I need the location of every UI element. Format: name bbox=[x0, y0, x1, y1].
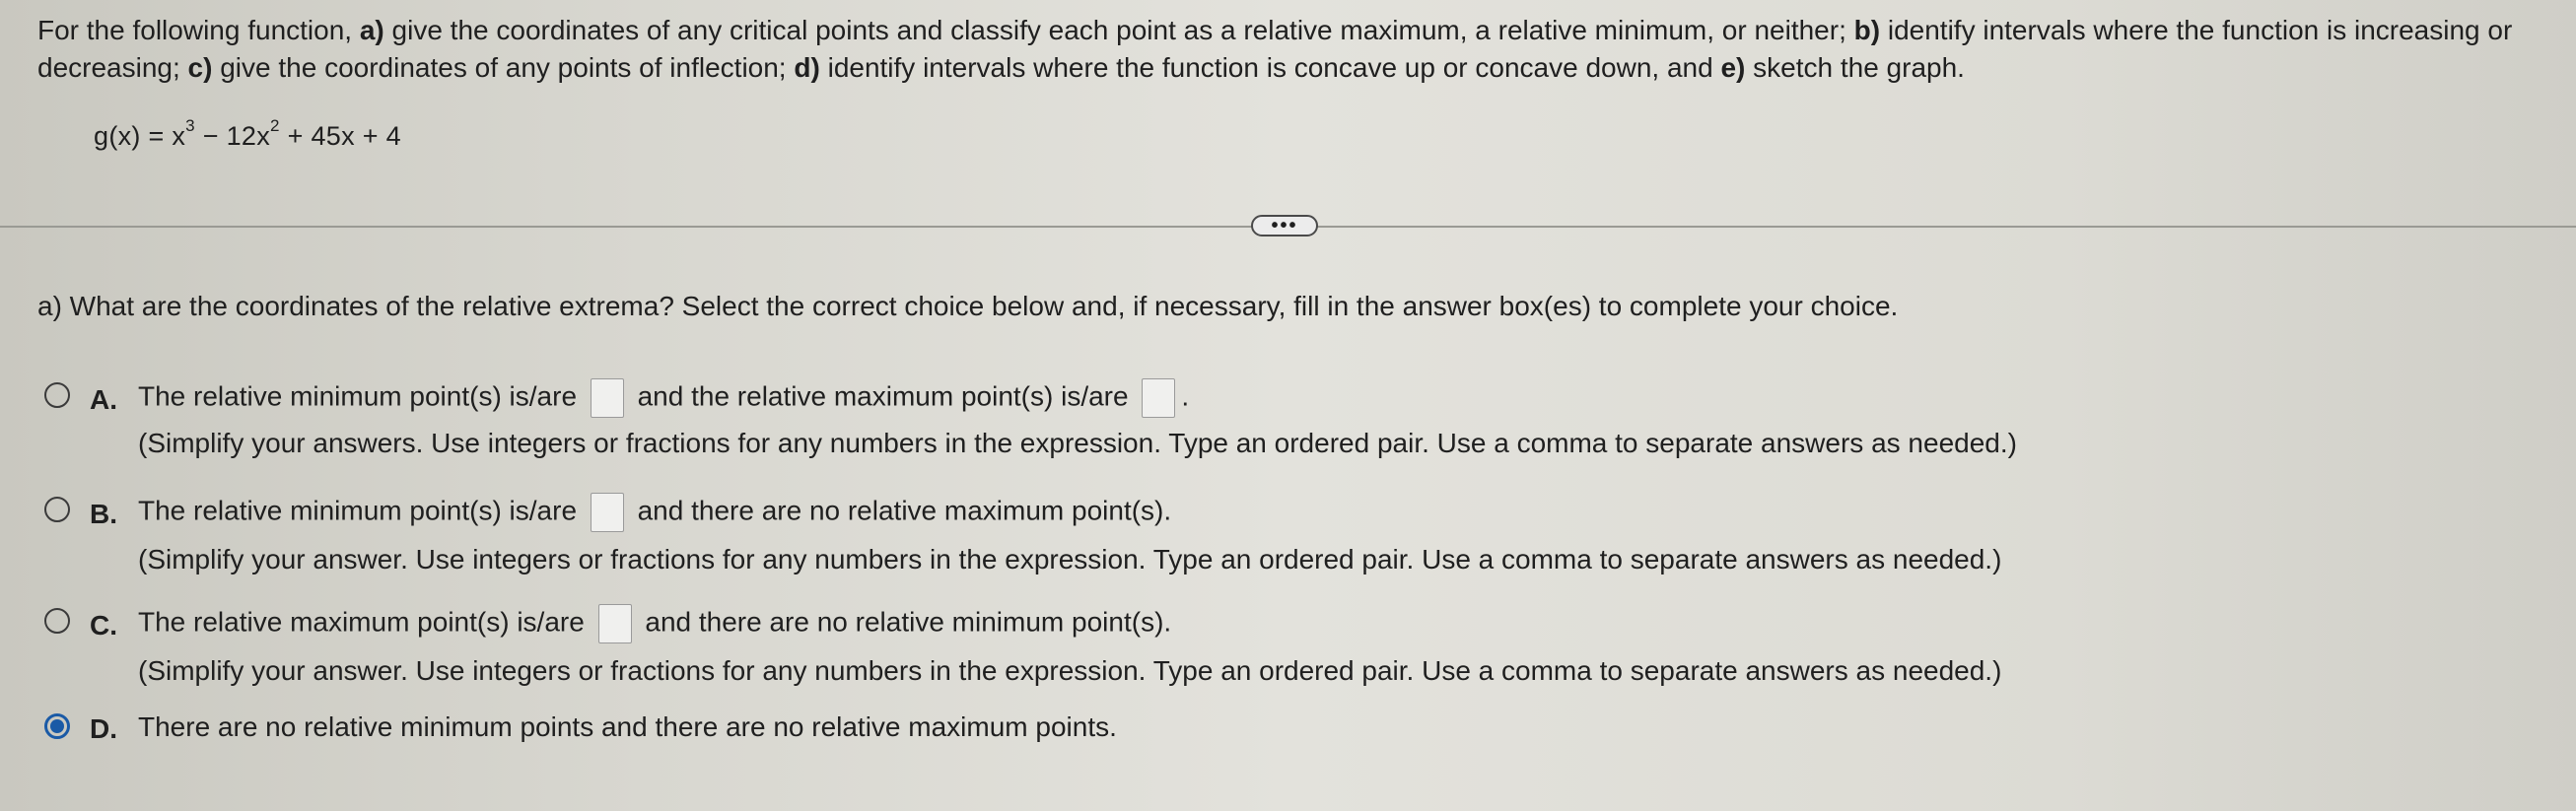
answer-box-min[interactable] bbox=[591, 493, 624, 532]
radio-b[interactable] bbox=[44, 497, 70, 522]
problem-text: For the following function, bbox=[37, 15, 360, 45]
choice-letter: D. bbox=[90, 713, 117, 744]
radio-c[interactable] bbox=[44, 608, 70, 634]
choice-text: The relative minimum point(s) is/are bbox=[138, 380, 578, 412]
choice-letter: B. bbox=[90, 499, 117, 529]
function-formula bbox=[94, 116, 401, 152]
more-options-button[interactable] bbox=[1251, 215, 1318, 237]
part-a-label: a) bbox=[359, 15, 384, 45]
problem-statement bbox=[37, 12, 2541, 87]
formula-part: g(x) = x bbox=[94, 121, 186, 151]
choice-text: There are no relative minimum points and there are no relative maximum points. bbox=[138, 711, 1117, 742]
choice-hint: (Simplify your answer. Use integers or fractions for any numbers in the expression. Type an ordered pair. Use a comma to separate answers as needed.) bbox=[138, 655, 2002, 686]
question-text: a) What are the coordinates of the relative extrema? Select the correct choice below and, if necessary, fill in the answer box(es) to complete your choice. bbox=[37, 291, 1899, 321]
choice-letter: A. bbox=[90, 384, 117, 415]
choice-text: and there are no relative minimum point(s). bbox=[645, 606, 1172, 638]
choice-hint: (Simplify your answers. Use integers or fractions for any numbers in the expression. Type an ordered pair. Use a comma to separate answers as needed.) bbox=[138, 428, 2017, 458]
choice-hint: (Simplify your answer. Use integers or fractions for any numbers in the expression. Type an ordered pair. Use a comma to separate answers as needed.) bbox=[138, 544, 2002, 574]
choice-text: The relative maximum point(s) is/are bbox=[138, 606, 585, 638]
formula-part: + 45x + 4 bbox=[279, 121, 401, 151]
part-d-label: d) bbox=[794, 52, 820, 83]
problem-text: identify intervals where the function is increasing or decreasing; bbox=[37, 15, 2513, 83]
part-c-label: c) bbox=[187, 52, 213, 83]
choice-text: The relative minimum point(s) is/are bbox=[138, 495, 578, 526]
problem-text: give the coordinates of any points of inflection; bbox=[212, 52, 795, 83]
problem-text: identify intervals where the function is concave up or concave down, and bbox=[819, 52, 1721, 83]
formula-exponent: 3 bbox=[185, 116, 195, 135]
choice-text: and there are no relative maximum point(s). bbox=[637, 495, 1172, 526]
choice-text: and the relative maximum point(s) is/are bbox=[637, 380, 1129, 412]
problem-text: give the coordinates of any critical points and classify each point as a relative maximum, a relative minimum, or neither; bbox=[383, 15, 1854, 45]
answer-box-max[interactable] bbox=[598, 604, 632, 643]
formula-part: − 12x bbox=[194, 121, 271, 151]
formula-exponent: 2 bbox=[270, 116, 280, 135]
problem-text: sketch the graph. bbox=[1745, 52, 1965, 83]
choice-d[interactable] bbox=[44, 711, 2410, 751]
part-e-label: e) bbox=[1720, 52, 1746, 83]
answer-box-max[interactable] bbox=[1142, 378, 1175, 418]
answer-box-min[interactable] bbox=[591, 378, 624, 418]
choice-letter: C. bbox=[90, 610, 117, 641]
choice-text: . bbox=[1181, 380, 1190, 412]
ellipsis-icon: ••• bbox=[1271, 215, 1298, 237]
radio-d-selected[interactable] bbox=[44, 713, 70, 739]
choice-a[interactable] bbox=[44, 378, 2410, 467]
radio-a[interactable] bbox=[44, 382, 70, 408]
choice-c[interactable] bbox=[44, 604, 2410, 693]
part-b-label: b) bbox=[1853, 15, 1881, 45]
choice-b[interactable] bbox=[44, 493, 2410, 581]
